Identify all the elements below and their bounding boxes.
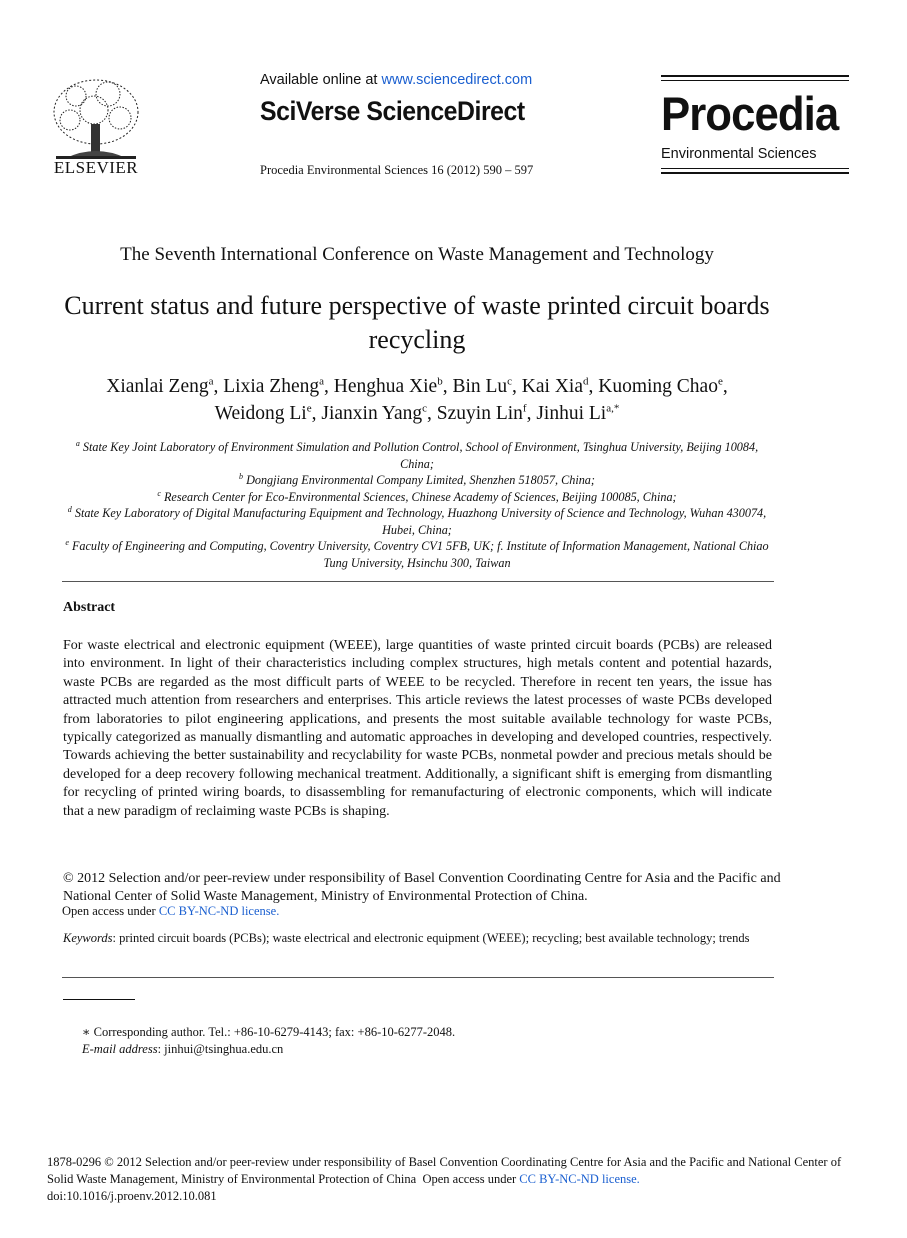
affiliation <box>60 472 774 489</box>
open-access-line: Open access under CC BY-NC-ND license. <box>62 904 280 918</box>
author-name: Lixia Zheng <box>223 376 320 397</box>
affiliation-text: State Key Joint Laboratory of Environment Simulation and Pollution Control, School of Environment, Tsinghua University, Beijing 10084, China; <box>79 440 759 471</box>
author-affiliation-mark: d <box>582 375 589 388</box>
author-affiliation-mark: a <box>319 375 324 388</box>
conference-name: The Seventh International Conference on Waste Management and Technology <box>120 244 714 265</box>
author-list: Xianlai Zeng$^a$, Lixia Zheng$^a$, Henghua Xie$^b$, Bin Lu$^c$, Kai Xia$^d$, Kuoming Chao$^e$, Weidong Li$^e$, Jianxin Yang$^c$, Szuyin Lin$^f$, Jinhui $Li^{a,*}$ <box>106 375 728 424</box>
keywords-label: Keywords <box>63 931 113 945</box>
header-divider <box>62 581 774 582</box>
doi: doi:10.1016/j.proenv.2012.10.081 <box>47 1189 217 1203</box>
footnote <box>82 1024 455 1058</box>
affiliation-mark: d <box>67 504 72 514</box>
author-name: Henghua Xie <box>333 376 438 397</box>
footer-copyright: 1878-0296 © 2012 Selection and/or peer-review under responsibility of Basel Convention Coordinating Centre for Asia and the Pacific and National Center of Solid Waste Management, Ministry of Environmental Protection of China <box>47 1155 842 1186</box>
keywords <box>63 930 773 947</box>
abstract-heading: Abstract <box>63 600 116 615</box>
affiliation-mark: c <box>157 488 161 498</box>
author-name: Kuoming Chao <box>598 376 718 397</box>
author-affiliation-mark: e <box>306 402 312 415</box>
footnote-rule <box>63 999 135 1000</box>
affiliation-text: Research Center for Eco-Environmental Sciences, Chinese Academy of Sciences, Beijing 100085, China; <box>160 489 677 504</box>
license-link[interactable]: CC BY-NC-ND license. <box>158 904 280 918</box>
affiliation <box>60 489 774 506</box>
author-affiliation-mark: a,* <box>606 402 620 415</box>
keywords-divider <box>62 977 774 978</box>
author-name: Kai Xia <box>521 376 583 397</box>
procedia-bottom-rule <box>661 172 849 174</box>
affiliation-text: Faculty of Engineering and Computing, Coventry University, Coventry CV1 5FB, UK; f. Institute of Information Management, National Chiao Tung University, Hsinchu 300, Taiwan <box>68 539 769 570</box>
abstract-body: For waste electrical and electronic equipment (WEEE), large quantities of waste printed circuit boards (PCBs) are released into environment. In light of their characteristics including complex structures, high metals content and potential hazards, waste PCBs are regarded as the most difficult parts of WEEE to be recycled. Therefore in recent ten years, the issue has attracted much attention from researchers and enterprises. This article reviews the latest processes of waste PCBs developed from laboratories to pilot engineering applications, and presents the most suitable available technology for waste PCBs, typically categorized as manually dismantling and automatic approaches in developing and developed countries, respectively. Towards achieving the better sustainability and recyclability for waste PCBs, nonmetal powder and precious metals should be developed for a deep recovery following mechanical treatment. Additionally, a significant shift is emerging from dismantling for recycling of printed wiring boards, to disassembling for remanufacturing of electronic components, which will indicate that a new paradigm of reclaiming waste PCBs is shaping. <box>63 638 772 819</box>
author-affiliation-mark: c <box>507 375 513 388</box>
author-name: Jinhui Li <box>536 403 607 424</box>
elsevier-logo <box>46 74 146 178</box>
keywords-text: : printed circuit boards (PCBs); waste electrical and electronic equipment (WEEE); recycling; best available technology; trends <box>112 931 750 945</box>
affiliation-list <box>60 439 774 571</box>
email-line: E-mail address: jinhui@tsinghua.edu.cn <box>82 1042 284 1056</box>
affiliation <box>60 538 774 571</box>
author-name: Jianxin Yang <box>321 403 423 424</box>
affiliation-mark: b <box>239 471 244 481</box>
copyright-notice: © 2012 Selection and/or peer-review under responsibility of Basel Convention Coordinating Centre for Asia and the Pacific and National Center of Solid Waste Management, Ministry of Environmental Protection of China. <box>63 871 781 904</box>
author-affiliation-mark: b <box>437 375 443 388</box>
author-affiliation-mark: e <box>717 375 723 388</box>
procedia-bottom-rule-thin <box>661 168 849 169</box>
author-affiliation-mark: c <box>422 402 428 415</box>
journal-subtitle: Environmental Sciences <box>661 146 817 162</box>
journal-reference: Procedia Environmental Sciences 16 (2012) 590 – 597 <box>260 163 534 177</box>
author-name: Xianlai Zeng <box>106 376 209 397</box>
journal-brand: Procedia <box>661 87 839 140</box>
author-affiliation-mark: f <box>522 402 527 415</box>
footer-license-link[interactable]: CC BY-NC-ND license. <box>519 1172 640 1186</box>
availability-line: Available online at www.sciencedirect.com <box>260 72 533 88</box>
paper-title: Current status and future perspective of waste printed circuit boards recycling <box>64 291 770 354</box>
procedia-top-rule-thin <box>661 80 849 81</box>
platform-name: SciVerse ScienceDirect <box>260 96 525 126</box>
affiliation-text: Dongjiang Environmental Company Limited, Shenzhen 518057, China; <box>243 473 595 487</box>
affiliation-mark: e <box>65 537 69 547</box>
elsevier-wordmark: ELSEVIER <box>53 158 139 177</box>
corresponding-author: ∗ Corresponding author. Tel.: +86-10-6279-4143; fax: +86-10-6277-2048. <box>82 1025 456 1039</box>
asterisk-icon: ∗ <box>82 1025 94 1039</box>
affiliation-mark: a <box>75 438 80 448</box>
page-footer: 1878-0296 © 2012 Selection and/or peer-review under responsibility of Basel Convention Coordinating Centre for Asia and the Pacific and National Center of Solid Waste Management, Ministry of Environmental Protection of China Open access under CC BY-NC-ND license. doi:10.1016/j.proenv.2012.10.081 <box>47 1154 867 1205</box>
affiliation <box>60 505 774 538</box>
author-name: Weidong Li <box>214 403 307 424</box>
author-name: Szuyin Lin <box>436 403 523 424</box>
affiliation-text: State Key Laboratory of Digital Manufacturing Equipment and Technology, Huazhong University of Science and Technology, Wuhan 430074, Hubei, China; <box>71 506 767 537</box>
affiliation <box>60 439 774 472</box>
sciencedirect-link[interactable]: www.sciencedirect.com <box>381 72 533 88</box>
procedia-top-rule <box>661 75 849 77</box>
author-affiliation-mark: a <box>208 375 214 388</box>
author-name: Bin Lu <box>452 376 508 397</box>
